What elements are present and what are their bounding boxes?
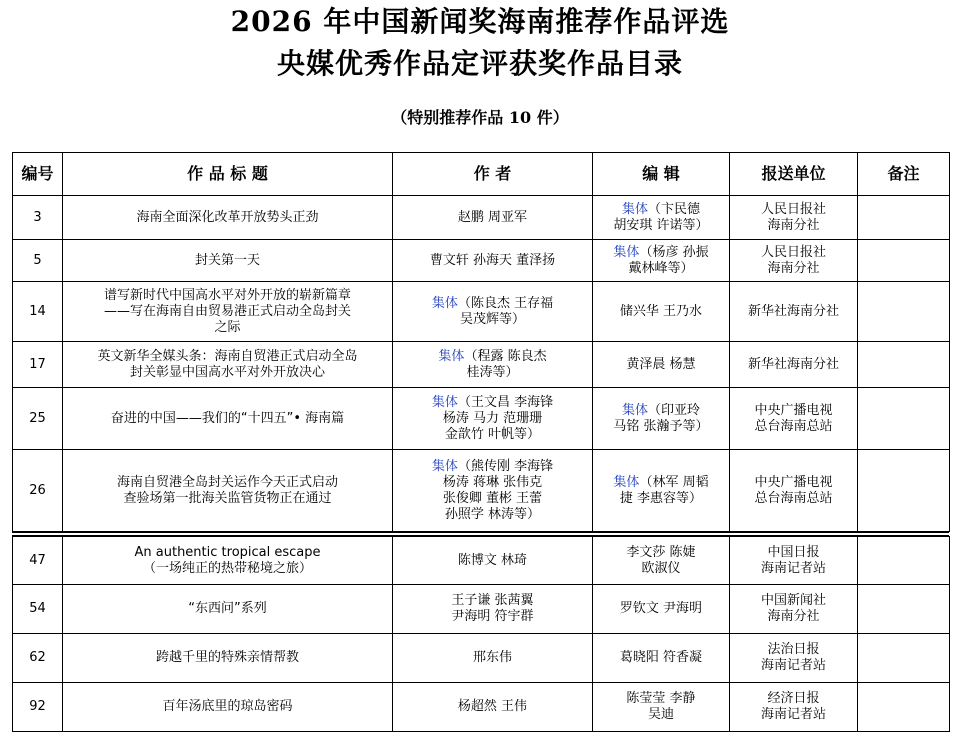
unit-text-line <box>732 707 855 723</box>
unit-text-line <box>732 691 855 707</box>
cell-editor <box>593 634 730 683</box>
cell-no: 17 <box>13 342 63 388</box>
editor-text-line <box>595 601 727 617</box>
cell-editor <box>593 450 730 532</box>
unit-text-line <box>732 304 855 320</box>
author-line: 尹海明 符宇群 <box>451 609 534 624</box>
cell-editor <box>593 585 730 634</box>
author-text-line <box>395 427 590 443</box>
title-text-line <box>65 210 390 226</box>
table-row <box>13 683 950 732</box>
title-text-line <box>65 699 390 715</box>
unit-text-line <box>732 561 855 577</box>
unit-line: 海南分社 <box>767 260 820 276</box>
title-text-line <box>65 411 390 427</box>
editor-text-line <box>595 650 727 666</box>
cell-no: 25 <box>13 388 63 450</box>
author-line: （熊传刚 李海锋 <box>457 458 554 474</box>
cell-editor <box>593 342 730 388</box>
cell-author <box>393 450 593 532</box>
editor-text-line <box>595 475 727 491</box>
header-author: 作 者 <box>393 153 593 196</box>
unit-text-line <box>732 245 855 261</box>
title-line: 百年汤底里的琼岛密码 <box>162 699 293 714</box>
editor-line: 捷 李惠容等） <box>619 490 703 506</box>
title-text-line <box>65 365 390 381</box>
editor-line: 吴迪 <box>647 707 674 722</box>
cell-editor <box>593 282 730 342</box>
cell-unit <box>730 634 858 683</box>
cell-no: 47 <box>13 537 63 585</box>
author-text-line <box>395 553 590 569</box>
editor-line: 黄泽晨 杨慧 <box>626 356 696 372</box>
author-text-line <box>395 349 590 365</box>
cell-author <box>393 585 593 634</box>
table-row <box>13 342 950 388</box>
editor-line: 陈莹莹 李静 <box>626 691 696 706</box>
unit-line: 法治日报 <box>767 642 820 657</box>
unit-text-line <box>732 202 855 218</box>
cell-note <box>858 388 950 450</box>
table-row <box>13 388 950 450</box>
table-header-row <box>13 153 950 196</box>
editor-line: 储兴华 王乃水 <box>619 303 703 319</box>
cell-note <box>858 282 950 342</box>
author-text-line <box>395 459 590 475</box>
cell-author <box>393 240 593 282</box>
author-text-line <box>395 365 590 381</box>
unit-line: 海南记者站 <box>760 658 826 673</box>
editor-text-line <box>595 218 727 234</box>
table-row <box>13 537 950 585</box>
unit-line: 海南记者站 <box>760 707 826 722</box>
cell-no: 14 <box>13 282 63 342</box>
table-row <box>13 282 950 342</box>
author-text-line <box>395 411 590 427</box>
editor-line: （卞民德 <box>648 201 701 217</box>
cell-editor <box>593 537 730 585</box>
unit-text-line <box>732 357 855 373</box>
title-text-line <box>65 304 390 320</box>
author-text-line <box>395 650 590 666</box>
editor-text-line <box>595 357 727 373</box>
table-row <box>13 240 950 282</box>
unit-line: 中央广播电视 <box>754 402 833 418</box>
unit-text-line <box>732 609 855 625</box>
cell-author <box>393 634 593 683</box>
cell-title <box>63 634 393 683</box>
cell-no: 62 <box>13 634 63 683</box>
cell-unit <box>730 196 858 240</box>
author-group-label: 集体 <box>431 458 458 474</box>
page-title-line2: 央媒优秀作品定评获奖作品目录 <box>276 47 683 80</box>
unit-text-line <box>732 593 855 609</box>
unit-text-line <box>732 475 855 491</box>
cell-unit <box>730 537 858 585</box>
unit-line: 海南分社 <box>767 217 820 233</box>
page-subtitle: （特别推荐作品 10 件） <box>391 108 569 127</box>
author-text-line <box>395 210 590 226</box>
cell-editor <box>593 388 730 450</box>
unit-line: 中央广播电视 <box>754 474 833 490</box>
cell-no: 54 <box>13 585 63 634</box>
cell-unit <box>730 585 858 634</box>
cell-editor <box>593 240 730 282</box>
cell-note <box>858 683 950 732</box>
cell-note <box>858 537 950 585</box>
author-line: 金歆竹 叶帆等） <box>444 426 541 442</box>
author-text-line <box>395 296 590 312</box>
unit-line: 海南记者站 <box>760 560 826 576</box>
title-text-line <box>65 601 390 617</box>
unit-line: 中国新闻社 <box>760 593 826 608</box>
author-line: 杨涛 蒋琳 张伟克 <box>442 474 543 490</box>
cell-unit <box>730 342 858 388</box>
unit-line: 人民日报社 <box>760 201 826 217</box>
author-text-line <box>395 491 590 507</box>
editor-line: 马铭 张瀚予等） <box>613 418 709 434</box>
cell-author <box>393 282 593 342</box>
author-line: 张俊卿 董彬 王蕾 <box>442 490 543 506</box>
unit-line: 人民日报社 <box>760 244 826 260</box>
cell-unit <box>730 450 858 532</box>
cell-unit <box>730 240 858 282</box>
editor-group-label: 集体 <box>621 402 648 418</box>
author-text-line <box>395 395 590 411</box>
editor-text-line <box>595 545 727 561</box>
title-line: 封关第一天 <box>194 252 260 268</box>
table-row <box>13 196 950 240</box>
unit-text-line <box>732 491 855 507</box>
title-text-line <box>65 491 390 507</box>
unit-text-line <box>732 545 855 561</box>
author-line: （陈良杰 王存福 <box>457 295 554 311</box>
author-line: （程露 陈良杰 <box>464 348 547 364</box>
cell-note <box>858 585 950 634</box>
cell-title <box>63 196 393 240</box>
author-line: 赵鹏 周亚军 <box>457 209 528 225</box>
cell-note <box>858 450 950 532</box>
title-text-line <box>65 650 390 666</box>
editor-line: （杨彦 孙振 <box>639 244 709 260</box>
author-group-label: 集体 <box>431 394 458 410</box>
table-body-bottom <box>13 537 950 732</box>
cell-note <box>858 240 950 282</box>
editor-text-line <box>595 403 727 419</box>
author-line: 王子谦 张茜翼 <box>451 593 534 608</box>
author-line: 陈博文 林琦 <box>457 552 528 568</box>
cell-no: 92 <box>13 683 63 732</box>
author-group-label: 集体 <box>431 295 458 311</box>
title-line: 奋进的中国——我们的“十四五”• 海南篇 <box>110 410 345 426</box>
unit-line: 总台海南总站 <box>754 418 833 434</box>
title-line: An authentic tropical escape <box>134 544 321 560</box>
editor-group-label: 集体 <box>613 474 640 490</box>
editor-text-line <box>595 561 727 577</box>
title-line: 谱写新时代中国高水平对外开放的崭新篇章 <box>103 287 351 303</box>
editor-line: 欧淑仪 <box>641 560 681 576</box>
cell-editor <box>593 196 730 240</box>
author-text-line <box>395 507 590 523</box>
editor-group-label: 集体 <box>613 244 640 260</box>
header-note: 备注 <box>858 153 950 196</box>
author-text-line <box>395 312 590 328</box>
title-line: 海南自贸港全岛封关运作今天正式启动 <box>116 474 338 490</box>
unit-text-line <box>732 658 855 674</box>
cell-title <box>63 683 393 732</box>
author-line: 桂涛等） <box>466 364 519 380</box>
unit-text-line <box>732 642 855 658</box>
title-line: 海南全面深化改革开放势头正劲 <box>136 209 319 225</box>
author-line: （王文昌 李海锋 <box>457 394 554 410</box>
author-line: 杨涛 马力 范珊珊 <box>442 410 543 426</box>
header-editor: 编 辑 <box>593 153 730 196</box>
title-line: 查验场第一批海关监管货物正在通过 <box>123 490 332 506</box>
cell-author <box>393 388 593 450</box>
title-text-line <box>65 545 390 561</box>
author-text-line <box>395 699 590 715</box>
author-line: 邢东伟 <box>472 650 512 665</box>
title-text-line <box>65 288 390 304</box>
editor-text-line <box>595 261 727 277</box>
title-text-line <box>65 475 390 491</box>
title-line: 封关彰显中国高水平对外开放决心 <box>129 364 325 380</box>
editor-line: （林军 周韬 <box>639 474 709 490</box>
header-no: 编号 <box>13 153 63 196</box>
editor-text-line <box>595 202 727 218</box>
title-text-line <box>65 253 390 269</box>
table-row <box>13 634 950 683</box>
cell-author <box>393 537 593 585</box>
editor-line: 李文莎 陈婕 <box>626 544 696 560</box>
editor-text-line <box>595 304 727 320</box>
cell-no: 3 <box>13 196 63 240</box>
unit-text-line <box>732 419 855 435</box>
title-text-line <box>65 320 390 336</box>
cell-title <box>63 388 393 450</box>
cell-title <box>63 282 393 342</box>
editor-text-line <box>595 419 727 435</box>
editor-text-line <box>595 491 727 507</box>
author-line: 杨超然 王伟 <box>457 699 528 714</box>
cell-unit <box>730 282 858 342</box>
title-line: 之际 <box>214 319 241 335</box>
cell-title <box>63 342 393 388</box>
cell-title <box>63 450 393 532</box>
cell-title <box>63 585 393 634</box>
title-line: “东西问”系列 <box>188 601 267 616</box>
author-line: 曹文轩 孙海天 董泽扬 <box>429 252 556 268</box>
page-title-line1: 2026 年中国新闻奖海南推荐作品评选 <box>230 5 730 38</box>
unit-line: 经济日报 <box>767 691 820 706</box>
cell-title <box>63 240 393 282</box>
editor-text-line <box>595 707 727 723</box>
cell-no: 5 <box>13 240 63 282</box>
title-text-line <box>65 561 390 577</box>
header-title: 作 品 标 题 <box>63 153 393 196</box>
cell-unit <box>730 388 858 450</box>
unit-text-line <box>732 403 855 419</box>
editor-line: 胡安琪 许诺等） <box>613 217 709 233</box>
table-row <box>13 585 950 634</box>
editor-line: 葛晓阳 符香凝 <box>619 650 703 665</box>
title-line: 跨越千里的特殊亲情帮教 <box>155 650 299 665</box>
author-text-line <box>395 475 590 491</box>
cell-editor <box>593 683 730 732</box>
title-text-line <box>65 349 390 365</box>
author-text-line <box>395 593 590 609</box>
cell-author <box>393 683 593 732</box>
header-unit: 报送单位 <box>730 153 858 196</box>
unit-text-line <box>732 261 855 277</box>
author-line: 吴茂辉等） <box>459 311 525 327</box>
unit-line: 总台海南总站 <box>754 490 833 506</box>
table-body-top <box>13 196 950 532</box>
editor-line: 戴林峰等） <box>628 260 694 276</box>
editor-line: （印亚玲 <box>648 402 701 418</box>
unit-line: 海南分社 <box>767 609 820 624</box>
author-text-line <box>395 253 590 269</box>
author-text-line <box>395 609 590 625</box>
unit-line: 新华社海南分社 <box>747 303 839 319</box>
title-line: （一场纯正的热带秘境之旅） <box>142 560 312 576</box>
cell-title <box>63 537 393 585</box>
table-row <box>13 450 950 532</box>
author-line: 孙照学 林涛等） <box>444 506 541 522</box>
title-line: 英文新华全媒头条：海南自贸港正式启动全岛 <box>97 348 358 364</box>
cell-author <box>393 196 593 240</box>
editor-group-label: 集体 <box>621 201 648 217</box>
title-line: ——写在海南自由贸易港正式启动全岛封关 <box>103 303 351 319</box>
unit-line: 中国日报 <box>767 544 820 560</box>
cell-note <box>858 196 950 240</box>
unit-text-line <box>732 218 855 234</box>
catalog-table-top <box>12 152 950 532</box>
editor-line: 罗钦文 尹海明 <box>619 601 703 616</box>
cell-author <box>393 342 593 388</box>
cell-no: 26 <box>13 450 63 532</box>
editor-text-line <box>595 691 727 707</box>
author-group-label: 集体 <box>438 348 465 364</box>
editor-text-line <box>595 245 727 261</box>
unit-line: 新华社海南分社 <box>747 356 839 372</box>
cell-note <box>858 634 950 683</box>
cell-unit <box>730 683 858 732</box>
cell-note <box>858 342 950 388</box>
catalog-table-bottom <box>12 536 950 732</box>
